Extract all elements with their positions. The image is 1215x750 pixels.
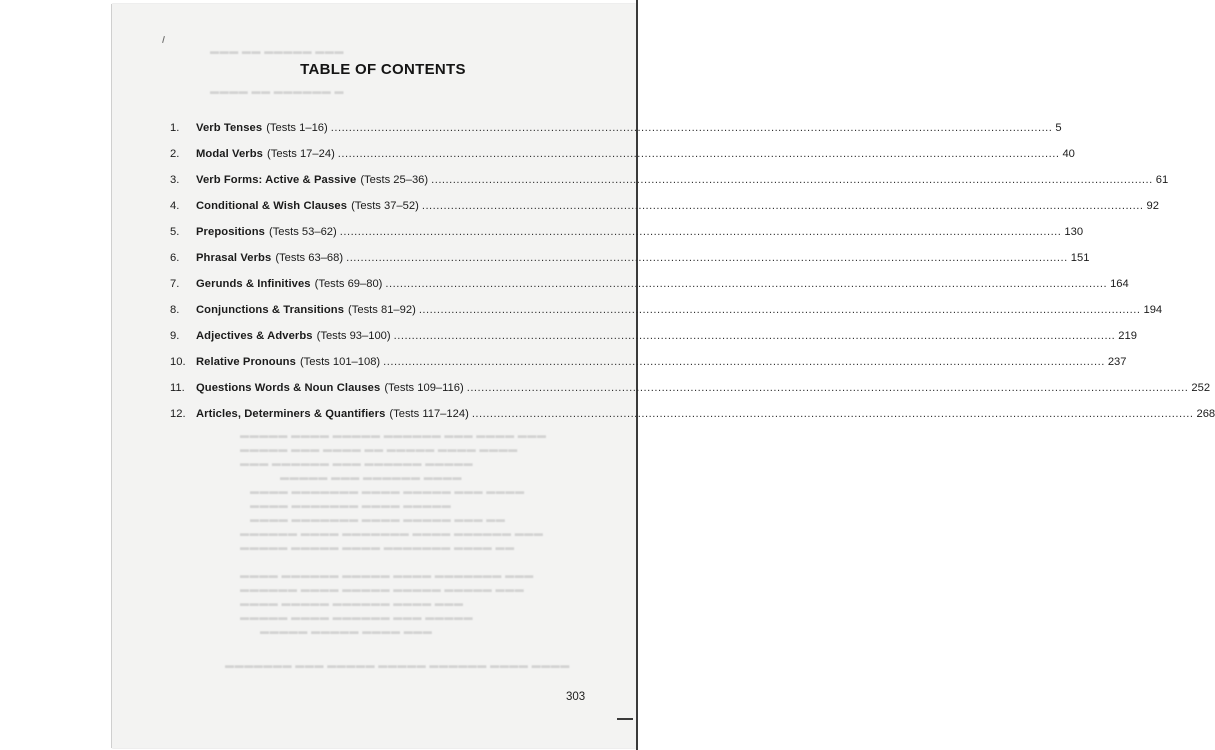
entry-tests: (Tests 101–108) [299, 356, 381, 368]
show-through-texture: ▬▬▬ ▬▬ ▬▬▬▬▬ ▬▬▬ [210, 46, 345, 56]
toc-entry[interactable] [170, 323, 1137, 349]
show-through-texture: ▬▬▬▬ ▬▬▬▬▬▬▬ ▬▬▬▬ ▬▬▬▬▬ ▬▬▬ ▬▬▬▬ [250, 486, 525, 496]
entry-title: Relative Pronouns [196, 356, 296, 368]
toc-entry[interactable] [170, 219, 1084, 245]
entry-page: 194 [1143, 304, 1163, 316]
entry-tests: (Tests 81–92) [348, 304, 416, 316]
show-through-texture: ▬▬▬▬▬▬ ▬▬▬▬ ▬▬▬▬▬ ▬▬▬▬▬ ▬▬▬▬▬ ▬▬▬ [240, 584, 525, 594]
toc-entry[interactable] [170, 349, 1127, 375]
entry-number: 5. [170, 226, 180, 238]
entry-title: Questions Words & Noun Clauses [196, 382, 381, 394]
entry-number: 11. [170, 382, 185, 394]
sheet-left-edge [111, 4, 112, 748]
show-through-texture: ▬▬▬▬▬▬▬ ▬▬▬ ▬▬▬▬▬ ▬▬▬▬▬ ▬▬▬▬▬▬ ▬▬▬▬ ▬▬▬▬ [225, 660, 571, 670]
entry-page: 40 [1062, 148, 1075, 160]
entry-title: Modal Verbs [196, 148, 264, 160]
dot-leader: ........................................................................................................................................................................................................ [431, 174, 1153, 186]
entry-page: 61 [1155, 174, 1169, 186]
entry-page: 5 [1055, 122, 1062, 134]
toc-heading: TABLE OF CONTENTS [300, 61, 466, 78]
entry-title: Adjectives & Adverbs [196, 330, 313, 342]
entry-title: Conditional & Wish Clauses [196, 200, 348, 212]
dot-leader: ........................................................................................................................................................................................................ [337, 148, 1060, 160]
entry-page: 130 [1064, 226, 1084, 238]
show-through-texture: ▬▬▬▬▬ ▬▬▬ ▬▬▬▬▬▬ ▬▬▬▬ [280, 472, 463, 482]
dot-leader: ........................................................................................................................................................................................................ [466, 382, 1189, 394]
sheet-right-edge [636, 0, 638, 750]
show-through-texture: ▬▬▬ ▬▬▬▬▬▬ ▬▬▬ ▬▬▬▬▬▬ ▬▬▬▬▬ [240, 458, 474, 468]
dot-leader: ........................................................................................................................................................................................................ [383, 356, 1105, 368]
show-through-texture: ▬▬▬▬▬ ▬▬▬▬▬ ▬▬▬▬ ▬▬▬ [260, 626, 433, 636]
entry-tests: (Tests 25–36) [360, 174, 429, 186]
entry-number: 6. [170, 252, 180, 264]
toc-entry[interactable] [170, 375, 1211, 401]
dot-leader: ........................................................................................................................................................................................................ [330, 122, 1053, 134]
scan-edge-mark [617, 718, 633, 720]
dot-leader: ........................................................................................................................................................................................................ [339, 226, 1062, 238]
entry-number: 2. [170, 148, 180, 160]
toc-entry[interactable] [170, 193, 1159, 219]
toc-entry[interactable] [170, 271, 1129, 297]
show-through-texture: ▬▬▬▬ ▬▬▬▬▬▬▬ ▬▬▬▬ ▬▬▬▬▬ ▬▬▬ ▬▬ [250, 514, 506, 524]
entry-tests: (Tests 109–116) [384, 382, 464, 394]
entry-tests: (Tests 69–80) [314, 278, 383, 290]
show-through-texture: ▬▬▬▬ ▬▬ ▬▬▬▬▬▬ ▬ [210, 86, 345, 96]
entry-title: Phrasal Verbs [196, 252, 272, 264]
entry-number: 12. [170, 408, 186, 420]
toc-entry[interactable] [170, 115, 1062, 141]
dot-leader: ........................................................................................................................................................................................................ [385, 278, 1108, 290]
entry-page: 219 [1118, 330, 1137, 342]
entry-number: 7. [170, 278, 180, 290]
entry-page: 268 [1196, 408, 1215, 420]
entry-tests: (Tests 93–100) [316, 330, 391, 342]
dot-leader: ........................................................................................................................................................................................................ [471, 408, 1194, 420]
show-through-texture: ▬▬▬▬▬ ▬▬▬▬▬ ▬▬▬▬ ▬▬▬▬▬▬▬ ▬▬▬▬ ▬▬ [240, 542, 515, 552]
dot-leader: ........................................................................................................................................................................................................ [418, 304, 1141, 316]
entry-page: 237 [1107, 356, 1127, 368]
toc-entry[interactable] [170, 401, 1215, 427]
dot-leader: ........................................................................................................................................................................................................ [393, 330, 1116, 342]
page-number: 303 [566, 691, 586, 703]
entry-page: 92 [1146, 200, 1159, 212]
entry-number: 4. [170, 200, 180, 212]
toc-entry[interactable] [170, 245, 1090, 271]
entry-page: 252 [1191, 382, 1211, 394]
entry-tests: (Tests 63–68) [275, 252, 344, 264]
entry-page: 164 [1110, 278, 1129, 290]
entry-tests: (Tests 117–124) [389, 408, 469, 420]
entry-title: Conjunctions & Transitions [196, 304, 345, 316]
entry-tests: (Tests 1–16) [266, 122, 328, 134]
entry-tests: (Tests 53–62) [268, 226, 337, 238]
entry-title: Verb Forms: Active & Passive [196, 174, 357, 186]
entry-title: Verb Tenses [196, 122, 263, 134]
show-through-texture: ▬▬▬▬▬ ▬▬▬▬ ▬▬▬▬▬▬ ▬▬▬ ▬▬▬▬▬ [240, 612, 474, 622]
entry-number: 10. [170, 356, 186, 368]
entry-tests: (Tests 37–52) [351, 200, 419, 212]
toc-entry[interactable] [170, 167, 1169, 193]
toc-list [170, 115, 1215, 427]
entry-number: 8. [170, 304, 180, 316]
show-through-texture: ▬▬▬▬▬ ▬▬▬▬ ▬▬▬▬▬ ▬▬▬▬▬▬ ▬▬▬ ▬▬▬▬ ▬▬▬ [240, 430, 547, 440]
entry-title: Prepositions [196, 226, 265, 238]
entry-title: Articles, Determiners & Quantifiers [196, 408, 386, 420]
entry-tests: (Tests 17–24) [267, 148, 335, 160]
show-through-texture: ▬▬▬▬ ▬▬▬▬▬▬ ▬▬▬▬▬ ▬▬▬▬ ▬▬▬▬▬▬▬ ▬▬▬ [240, 570, 534, 580]
entry-page: 151 [1070, 252, 1090, 264]
toc-entry[interactable] [170, 141, 1075, 167]
entry-number: 9. [170, 330, 180, 342]
toc-entry[interactable] [170, 297, 1163, 323]
show-through-texture: ▬▬▬▬▬ ▬▬▬ ▬▬▬▬ ▬▬ ▬▬▬▬▬ ▬▬▬▬ ▬▬▬▬ [240, 444, 518, 454]
dot-leader: ........................................................................................................................................................................................................ [421, 200, 1144, 212]
show-through-texture: ▬▬▬▬ ▬▬▬▬▬▬▬ ▬▬▬▬ ▬▬▬▬▬ [250, 500, 452, 510]
entry-number: 3. [170, 174, 180, 186]
show-through-texture: ▬▬▬▬▬▬ ▬▬▬▬ ▬▬▬▬▬▬▬ ▬▬▬▬ ▬▬▬▬▬▬ ▬▬▬ [240, 528, 544, 538]
show-through-texture: ▬▬▬▬ ▬▬▬▬▬ ▬▬▬▬▬▬ ▬▬▬▬ ▬▬▬ [240, 598, 464, 608]
entry-number: 1. [170, 122, 180, 134]
entry-title: Gerunds & Infinitives [196, 278, 311, 290]
dot-leader: ........................................................................................................................................................................................................ [346, 252, 1068, 264]
